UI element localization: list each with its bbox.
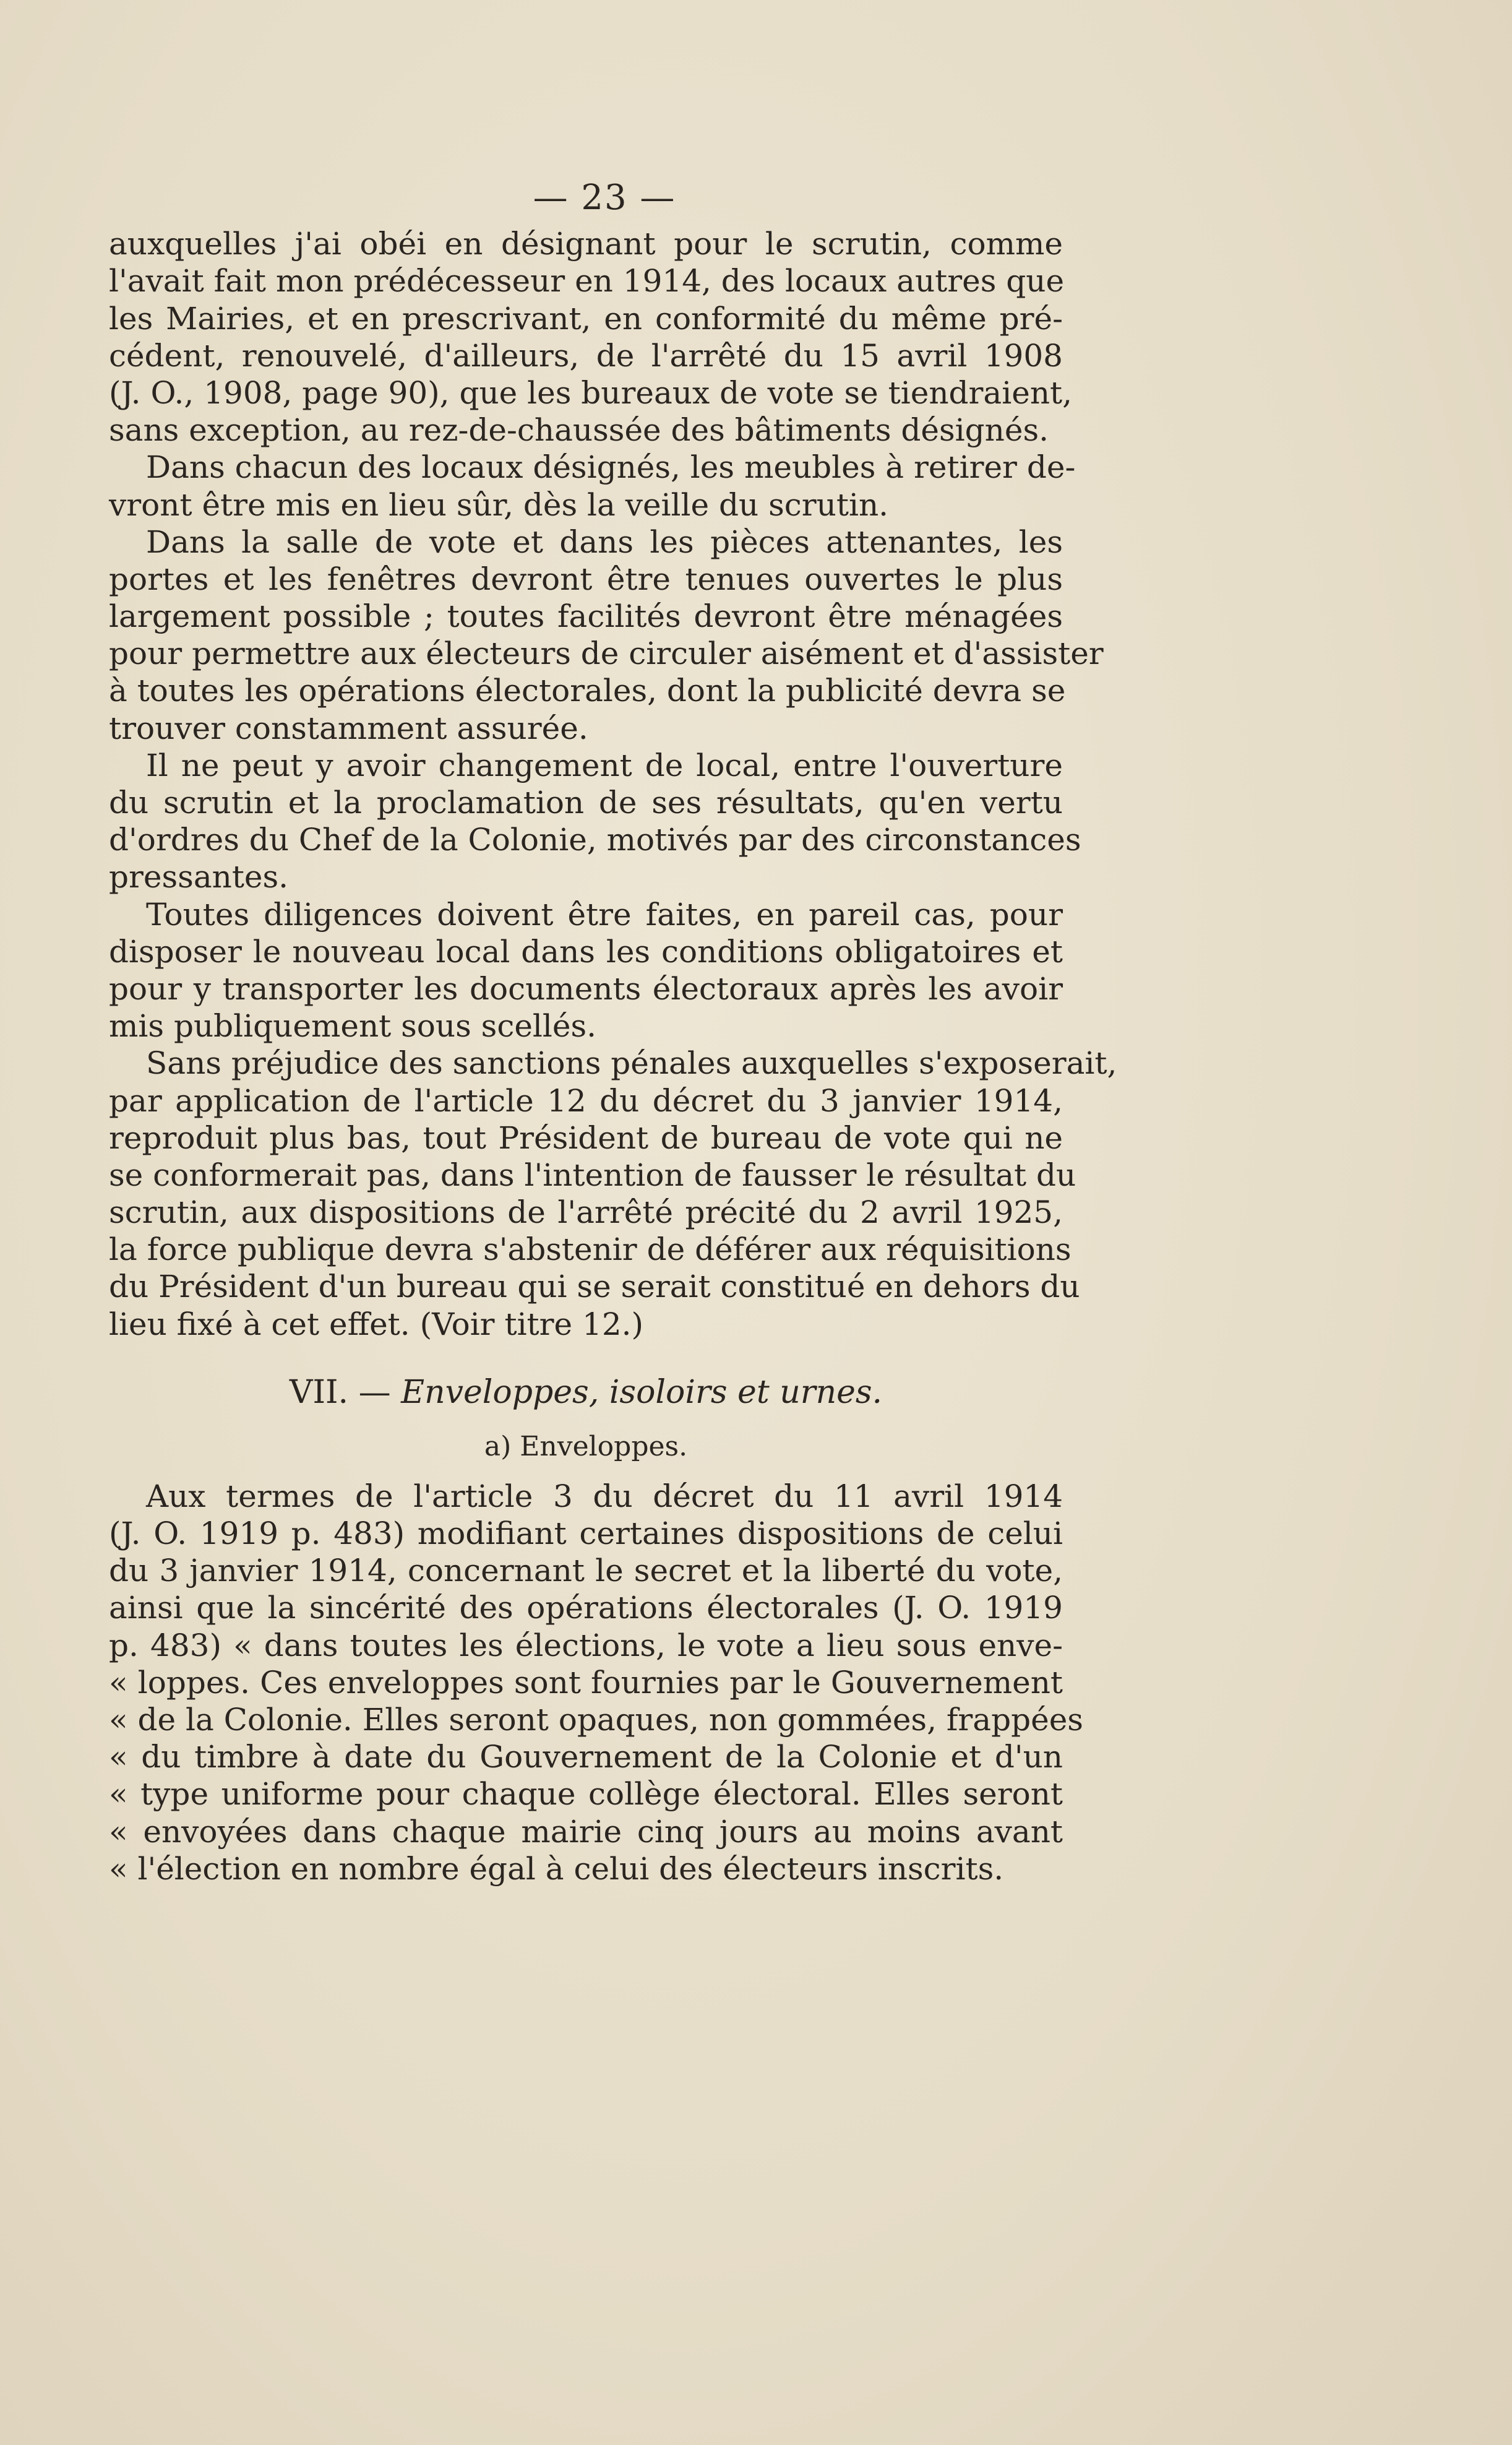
text-line: trouver constamment assurée. xyxy=(109,710,588,746)
text-line: vront être mis en lieu sûr, dès la veille du scrutin. xyxy=(109,486,889,523)
text-line: reproduit plus bas, tout Président de bureau de vote qui ne xyxy=(109,1119,1063,1156)
text-line: scrutin, aux dispositions de l'arrêté précité du 2 avril 1925, xyxy=(109,1194,1063,1231)
subsection-heading: a) Enveloppes. xyxy=(484,1430,688,1462)
paragraph-1 xyxy=(109,225,1073,449)
text-line: « l'élection en nombre égal à celui des électeurs inscrits. xyxy=(109,1850,1004,1887)
text-line: Sans préjudice des sanctions pénales auxquelles s'exposerait, xyxy=(146,1045,1117,1082)
text-line: les Mairies, et en prescrivant, en conformité du même pré- xyxy=(109,300,1063,337)
paragraph-final xyxy=(109,1478,1083,1887)
text-line: pour permettre aux électeurs de circuler aisément et d'assister xyxy=(109,636,1104,672)
section-heading xyxy=(109,1374,1063,1415)
text-line: à toutes les opérations électorales, dont la publicité devra se xyxy=(109,673,1066,709)
text-line: par application de l'article 12 du décret du 3 janvier 1914, xyxy=(109,1082,1063,1119)
paragraph-5 xyxy=(109,896,1063,1045)
text-line: Dans la salle de vote et dans les pièces attenantes, les xyxy=(146,524,1063,560)
text-line: cédent, renouvelé, d'ailleurs, de l'arrêté du 15 avril 1908 xyxy=(109,337,1063,374)
text-line: « envoyées dans chaque mairie cinq jours au moins avant xyxy=(109,1813,1063,1850)
paragraph-2 xyxy=(109,449,1076,523)
text-line: pour y transporter les documents électoraux après les avoir xyxy=(109,970,1063,1007)
page-number: — 23 — xyxy=(533,178,676,218)
text-line: Il ne peut y avoir changement de local, entre l'ouverture xyxy=(146,747,1063,783)
paragraph-6 xyxy=(109,1045,1117,1343)
text-line: auxquelles j'ai obéi en désignant pour le scrutin, comme xyxy=(109,226,1063,262)
section-title: Enveloppes, isoloirs et urnes. xyxy=(401,1373,883,1411)
text-line: « de la Colonie. Elles seront opaques, non gommées, frappées xyxy=(109,1701,1083,1738)
text-line: Aux termes de l'article 3 du décret du 11 avril 1914 xyxy=(146,1478,1063,1514)
text-line: pressantes. xyxy=(109,859,289,895)
text-line: la force publique devra s'abstenir de déférer aux réquisitions xyxy=(109,1231,1072,1268)
text-line: (J. O., 1908, page 90), que les bureaux de vote se tiendraient, xyxy=(109,374,1073,411)
text-line: (J. O. 1919 p. 483) modifiant certaines dispositions de celui xyxy=(109,1516,1063,1552)
text-line: sans exception, au rez-de-chaussée des bâtiments désignés. xyxy=(109,412,1049,449)
text-line: portes et les fenêtres devront être tenues ouvertes le plus xyxy=(109,561,1063,597)
text-line: largement possible ; toutes facilités devront être ménagées xyxy=(109,598,1063,635)
text-line: d'ordres du Chef de la Colonie, motivés par des circonstances xyxy=(109,822,1081,858)
paragraph-3 xyxy=(109,524,1104,747)
text-line: l'avait fait mon prédécesseur en 1914, des locaux autres que xyxy=(109,263,1065,300)
text-line: disposer le nouveau local dans les conditions obligatoires et xyxy=(109,933,1063,970)
text-line: lieu fixé à cet effet. (Voir titre 12.) xyxy=(109,1306,644,1342)
text-line: mis publiquement sous scellés. xyxy=(109,1008,597,1045)
text-line: Toutes diligences doivent être faites, en pareil cas, pour xyxy=(146,896,1063,933)
text-line: ainsi que la sincérité des opérations électorales (J. O. 1919 xyxy=(109,1590,1063,1626)
text-line: du Président d'un bureau qui se serait constitué en dehors du xyxy=(109,1269,1080,1305)
text-line: Dans chacun des locaux désignés, les meubles à retirer de- xyxy=(146,449,1076,486)
text-line: p. 483) « dans toutes les élections, le vote a lieu sous enve- xyxy=(109,1627,1063,1663)
text-line: se conformerait pas, dans l'intention de fausser le résultat du xyxy=(109,1157,1076,1193)
text-line: du 3 janvier 1914, concernant le secret et la liberté du vote, xyxy=(109,1553,1063,1589)
text-line: du scrutin et la proclamation de ses résultats, qu'en vertu xyxy=(109,785,1063,821)
text-block xyxy=(109,178,1117,1887)
text-line: « du timbre à date du Gouvernement de la Colonie et d'un xyxy=(109,1739,1063,1775)
section-number: VII. — xyxy=(289,1373,391,1411)
paragraph-4 xyxy=(109,747,1081,896)
text-line: « loppes. Ces enveloppes sont fournies par le Gouvernement xyxy=(109,1664,1063,1701)
text-line: « type uniforme pour chaque collège électoral. Elles seront xyxy=(109,1776,1063,1813)
